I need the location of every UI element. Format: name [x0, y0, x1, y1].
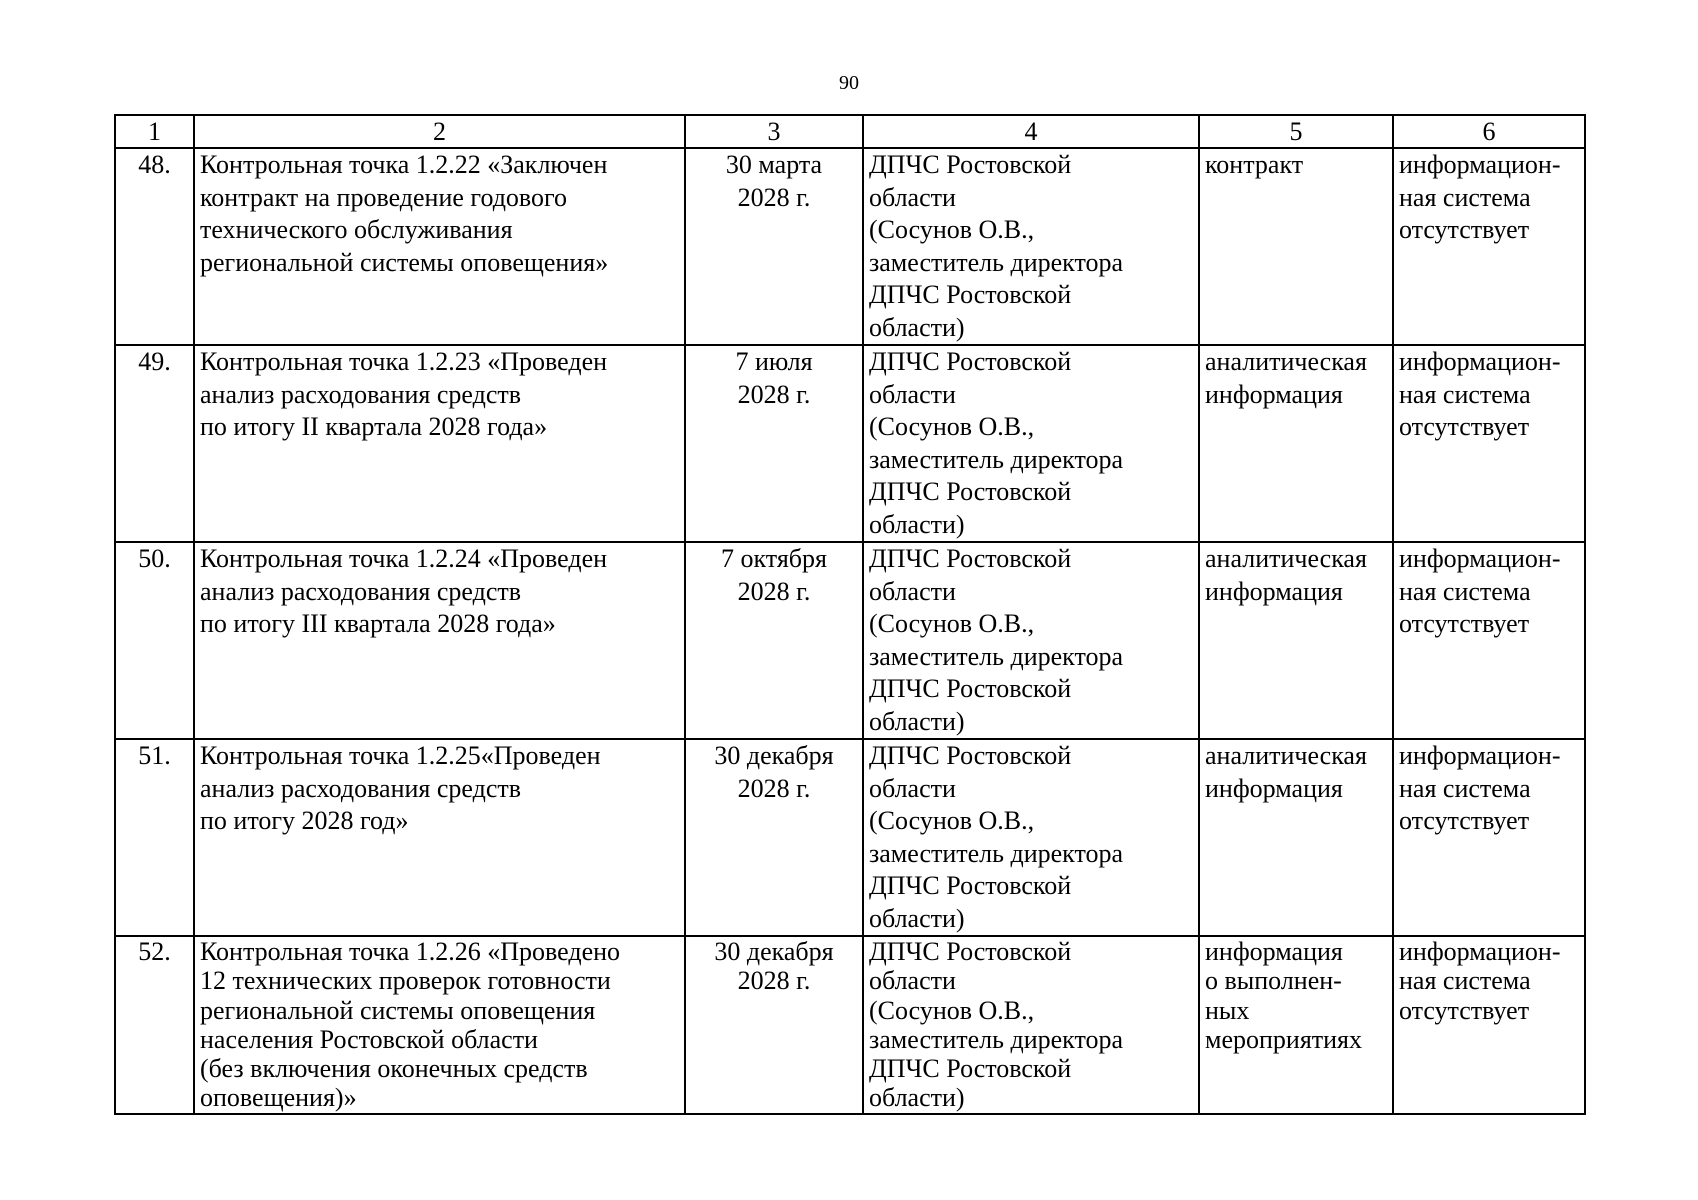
- row-responsible: ДПЧС Ростовской области (Сосунов О.В., заместитель директора ДПЧС Ростовской области): [863, 148, 1199, 345]
- page-number: 90: [839, 72, 859, 94]
- table-row: [115, 148, 1585, 345]
- row-description: Контрольная точка 1.2.22 «Заключен контракт на проведение годового технического обслуживания региональной системы оповещения»: [194, 148, 685, 345]
- row-number: 52.: [115, 936, 194, 1114]
- row-number: 48.: [115, 148, 194, 345]
- row-number: 51.: [115, 739, 194, 936]
- row-info-system: информацион- ная система отсутствует: [1393, 345, 1585, 542]
- row-date: 30 декабря 2028 г.: [685, 739, 863, 936]
- table-row: [115, 739, 1585, 936]
- row-description: Контрольная точка 1.2.26 «Проведено 12 технических проверок готовности региональной системы оповещения населения Ростовской области (без включения оконечных средств оповещения)»: [194, 936, 685, 1114]
- row-document: контракт: [1199, 148, 1393, 345]
- row-date: 30 декабря 2028 г.: [685, 936, 863, 1114]
- column-header: 5: [1199, 115, 1393, 148]
- row-responsible: ДПЧС Ростовской области (Сосунов О.В., заместитель директора ДПЧС Ростовской области): [863, 345, 1199, 542]
- row-date: 30 марта 2028 г.: [685, 148, 863, 345]
- row-date: 7 июля 2028 г.: [685, 345, 863, 542]
- row-description: Контрольная точка 1.2.24 «Проведен анализ расходования средств по итогу III квартала 2028 года»: [194, 542, 685, 739]
- row-description: Контрольная точка 1.2.25«Проведен анализ расходования средств по итогу 2028 год»: [194, 739, 685, 936]
- column-header: 2: [194, 115, 685, 148]
- table-header-row: [115, 115, 1585, 148]
- row-responsible: ДПЧС Ростовской области (Сосунов О.В., заместитель директора ДПЧС Ростовской области): [863, 936, 1199, 1114]
- column-header: 1: [115, 115, 194, 148]
- row-document: аналитическая информация: [1199, 345, 1393, 542]
- row-number: 50.: [115, 542, 194, 739]
- table-row: [115, 936, 1585, 1114]
- row-info-system: информацион- ная система отсутствует: [1393, 542, 1585, 739]
- row-info-system: информацион- ная система отсутствует: [1393, 148, 1585, 345]
- row-document: информация о выполнен- ных мероприятиях: [1199, 936, 1393, 1114]
- row-date: 7 октября 2028 г.: [685, 542, 863, 739]
- row-info-system: информацион- ная система отсутствует: [1393, 739, 1585, 936]
- row-number: 49.: [115, 345, 194, 542]
- table-row: [115, 542, 1585, 739]
- row-document: аналитическая информация: [1199, 542, 1393, 739]
- control-points-table: [114, 114, 1586, 1115]
- row-description: Контрольная точка 1.2.23 «Проведен анализ расходования средств по итогу II квартала 2028 года»: [194, 345, 685, 542]
- table-row: [115, 345, 1585, 542]
- column-header: 3: [685, 115, 863, 148]
- row-responsible: ДПЧС Ростовской области (Сосунов О.В., заместитель директора ДПЧС Ростовской области): [863, 542, 1199, 739]
- row-info-system: информацион- ная система отсутствует: [1393, 936, 1585, 1114]
- column-header: 4: [863, 115, 1199, 148]
- row-responsible: ДПЧС Ростовской области (Сосунов О.В., заместитель директора ДПЧС Ростовской области): [863, 739, 1199, 936]
- row-document: аналитическая информация: [1199, 739, 1393, 936]
- column-header: 6: [1393, 115, 1585, 148]
